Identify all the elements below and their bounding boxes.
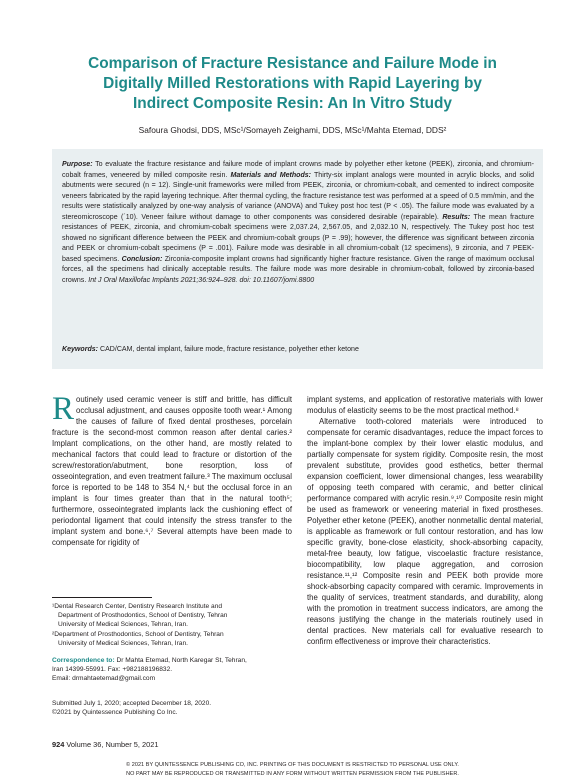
- keywords-label: Keywords:: [62, 346, 99, 353]
- copyright-notice-line-2: NO PART MAY BE REPRODUCED OR TRANSMITTED IN ANY FORM WITHOUT WRITTEN PERMISSION FROM THE PUBLISHER.: [126, 770, 459, 777]
- conclusion-text: Zirconia-composite implant crowns had significantly higher fracture resistance. Given the range of maximum occlusal forces, all the specimens had clinically acceptable results. The failure mode was more desirable in chromium-cobalt, followed by zirconia-based crowns.: [62, 255, 535, 285]
- title-line-1: Comparison of Fracture Resistance and Failure Mode in: [88, 55, 497, 72]
- keywords-text: CAD/CAM, dental implant, failure mode, fracture resistance, polyether ether ketone: [98, 346, 359, 353]
- paragraph-materials: Alternative tooth-colored materials were introduced to compensate for ceramic disadvantages, reduce the impact forces to the implant-bone complex by their lower elastic modulus, and partially compensate for system rigidity. Composite resin, the most prevalent substitute, provides good esthetics, better thermal expansion coefficient, lower dimensional changes, less wearability of opposing teeth compared with ceramic, and better clinical performance compared with acrylic resin.⁹,¹⁰ Composite resin might be used as framework or veneering material in fixed prostheses. Polyether ether ketone (PEEK), another nonmetallic dental material, is applicable as framework or full contour restoration, and has low specific gravity, bone-close elasticity, shock-absorbing capacity, metal-free beauty, low fatigue, viscoelastic fracture resistance, biocompatibility, low plaque aggregation, and corrosion resistance.¹¹,¹² Composite resin and PEEK both provide more shock-absorbing capacity compared with ceramic. Improvements in the quality of services, treatment standards, and durability, along with the promotion in treatment success indicators, are among the reasons justifying the change in the materials routinely used in dental practices. New materials call for evaluative research to confirm effectiveness or improve their characteristics.: [307, 417, 543, 646]
- drop-cap: R: [52, 391, 75, 427]
- title-line-3: Indirect Composite Resin: An In Vitro Study: [133, 95, 452, 112]
- conclusion-label: Conclusion:: [121, 255, 163, 263]
- purpose-text: To evaluate the fracture resistance and failure mode of implant crowns made by polyether ether ketone (PEEK), zirconia, and chromium-cobalt frames, veneered by milled composite resin.: [62, 161, 534, 179]
- results-text: The mean fracture resistances of PEEK, zirconia, and chromium-cobalt specimens were 2,037.24, 2,567.05, and 2,032.10 N, respectively. The Tukey post hoc test showed no significant difference between the PEEK and chromium-cobalt groups (P = .99); however, the difference was significant between zirconia and PEEK or chromium-cobalt specimens (P = .001). Failure mode was desirable in all chromium-cobalt (12 specimens), 9 zirconia, and 7 PEEK-based specimens.: [62, 213, 534, 263]
- body-column-right: [307, 394, 543, 647]
- intro-text: outinely used ceramic veneer is stiff and brittle, has difficult occlusal adjustment, and causes opposite tooth wear.¹ Among the causes of failure of fixed dental prostheses, porcelain fracture is the second-most common reason after dental caries.² Implant complications, on the other hand, are mostly related to mechanical factors that could lead to fracture or distortion of the screw/restoration/abutment, bone resorption, loss of osseointegration, and even treatment failure.³ The maximum occlusal force is reported to be 148 to 354 N,⁴ but the occlusal force in an implant is four times greater than that in the natural tooth⁵; furthermore, osseointegrated implants lack the cushioning effect of periodontal ligament that could intensify the stress transfer to the implant system and bone.⁶,⁷ Several attempts have been made to compensate for rigidity of: [52, 395, 292, 547]
- results-label: Results:: [442, 213, 471, 221]
- keywords: [62, 346, 534, 353]
- citation: Int J Oral Maxillofac Implants 2021;36:924–928. doi: 10.11607/jomi.8800: [88, 277, 315, 285]
- article-title: [40, 54, 545, 114]
- correspondence-label: Correspondence to:: [52, 657, 115, 664]
- purpose-label: Purpose:: [62, 161, 93, 168]
- footnote-divider: [52, 597, 152, 598]
- submitted-line: Submitted July 1, 2020; accepted December 18, 2020.: [52, 700, 212, 707]
- author-list: Safoura Ghodsi, DDS, MSc¹/Somayeh Zeighami, DDS, MSc¹/Mahta Etemad, DDS²: [138, 125, 447, 135]
- affiliations: [52, 602, 292, 648]
- affiliation-2-line-1: ²Department of Prosthodontics, School of Dentistry, Tehran: [52, 630, 224, 638]
- page-footer: [52, 740, 158, 749]
- issue-info: Volume 36, Number 5, 2021: [66, 740, 159, 749]
- affiliation-1-line-2: Department of Prosthodontics, School of Dentistry, Tehran: [58, 612, 228, 620]
- affiliation-2-line-2: University of Medical Sciences, Tehran, Iran.: [58, 639, 188, 647]
- affiliation-1-line-1: ¹Dental Research Center, Dentistry Research Institute and: [52, 603, 223, 610]
- copyright-line: ©2021 by Quintessence Publishing Co Inc.: [52, 709, 178, 717]
- correspondence: [52, 656, 292, 684]
- intro-paragraph: [52, 391, 292, 548]
- methods-text: Thirty-six implant analogs were mounted in acrylic blocks, and solid abutments were secured (n = 12). Single-unit frameworks were milled from PEEK, zirconia, or chromium-cobalt, and cemented to indirect composite veneers fabricated by the rapid layering technique. After thermal cycling, the fracture resistance test was performed at a speed of 0.5 mm/min, and the results were statistically analyzed by one-way analysis of variance (ANOVA) and Tukey post hoc test (P < .05). The failure mode was evaluated by a stereomicroscope (´10). Veneer failure without damage to other components was considered desirable (repairable).: [62, 171, 535, 221]
- submission-dates: [52, 699, 292, 717]
- methods-label: Materials and Methods:: [230, 171, 312, 179]
- correspondence-email: Email: drmahtaetemad@gmail.com: [52, 675, 156, 683]
- copyright-notice-line-1: © 2021 BY QUINTESSENCE PUBLISHING CO, INC. PRINTING OF THIS DOCUMENT IS RESTRICTED TO PERSONAL USE ONLY.: [126, 762, 459, 768]
- correspondence-fax: Iran 14399-55991. Fax: +982188196832.: [52, 666, 173, 674]
- affiliation-1-line-3: University of Medical Sciences, Tehran, Iran.: [58, 621, 188, 629]
- correspondence-address: Dr Mahta Etemad, North Karegar St, Tehran,: [114, 657, 247, 664]
- paragraph-continuation: implant systems, and application of restorative materials with lower modulus of elasticity seems to be the most practical method.⁸: [307, 395, 543, 415]
- copyright-notice: [0, 761, 585, 778]
- body-column-left: [52, 391, 292, 548]
- page-number: 924: [52, 740, 65, 749]
- abstract-text: [62, 160, 534, 287]
- title-line-2: Digitally Milled Restorations with Rapid Layering by: [103, 75, 482, 92]
